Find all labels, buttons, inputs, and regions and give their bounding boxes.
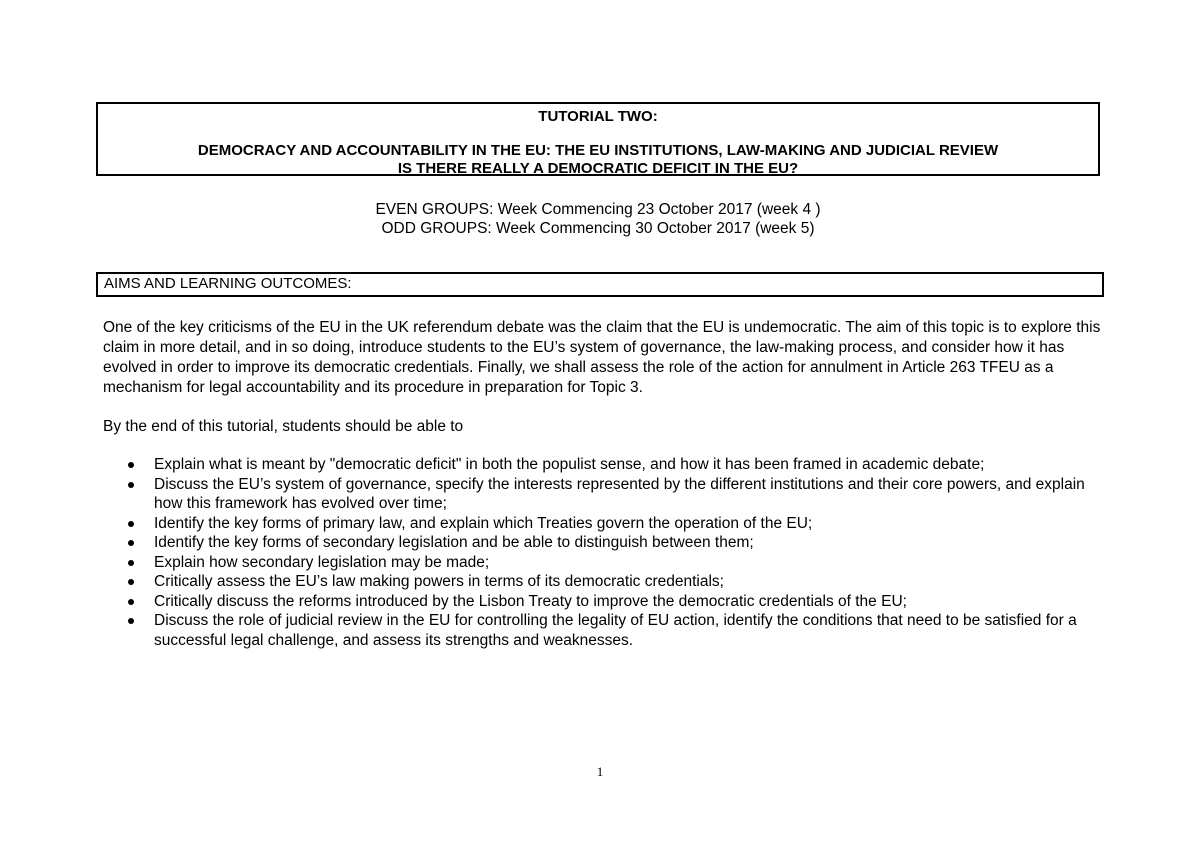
odd-groups-schedule: ODD GROUPS: Week Commencing 30 October 2017 (week 5): [381, 220, 815, 237]
tutorial-subtitle: DEMOCRACY AND ACCOUNTABILITY IN THE EU: THE EU INSTITUTIONS, LAW-MAKING AND JUDICIAL REVIEW: [197, 142, 999, 159]
list-item: [103, 572, 1103, 592]
bullet-icon: [128, 462, 134, 468]
list-item-text: Discuss the role of judicial review in the EU for controlling the legality of EU action, identify the conditions that need to be satisfied for a successful legal challenge, and assess its strengths and weaknesses.: [154, 612, 1077, 649]
list-item: [103, 533, 1103, 553]
list-item-text: Discuss the EU’s system of governance, specify the interests represented by the different institutions and their core powers, and explain how this framework has evolved over time;: [154, 475, 1085, 512]
list-item-text: Explain what is meant by "democratic deficit" in both the populist sense, and how it has been framed in academic debate;: [154, 456, 985, 473]
tutorial-question: IS THERE REALLY A DEMOCRATIC DEFICIT IN THE EU?: [397, 160, 799, 177]
list-item: [103, 553, 1103, 573]
list-item: [103, 455, 1103, 475]
list-item-text: Identify the key forms of primary law, and explain which Treaties govern the operation of the EU;: [154, 514, 813, 532]
bullet-icon: [128, 482, 134, 488]
bullet-icon: [128, 560, 134, 566]
even-groups-schedule: EVEN GROUPS: Week Commencing 23 October 2017 (week 4 ): [375, 201, 821, 218]
list-item: [103, 611, 1103, 650]
intro-paragraph: One of the key criticisms of the EU in the UK referendum debate was the claim that the EU is undemocratic. The aim of this topic is to explore this claim in more detail, and in so doing, introduce students to the EU’s system of governance, the law-making process, and consider how it has evolved in order to improve its democratic credentials. Finally, we shall assess the role of the action for annulment in Article 263 TFEU as a mechanism for legal accountability and its procedure in preparation for Topic 3.: [103, 319, 1101, 396]
bullet-icon: [128, 599, 134, 605]
list-item-text: Identify the key forms of secondary legislation and be able to distinguish between them;: [154, 534, 754, 551]
list-item: [103, 514, 1103, 534]
bullet-icon: [128, 540, 134, 546]
bullet-icon: [128, 579, 134, 585]
learning-outcomes-list: [103, 455, 1103, 650]
page-number: 1: [596, 764, 604, 779]
title-box: [96, 102, 1100, 176]
aims-heading: AIMS AND LEARNING OUTCOMES:: [96, 272, 1104, 297]
tutorial-title: TUTORIAL TWO:: [538, 108, 658, 125]
bullet-icon: [128, 521, 134, 527]
list-item-text: Explain how secondary legislation may be made;: [154, 553, 490, 571]
list-item: [103, 475, 1103, 514]
list-item-text: Critically discuss the reforms introduced by the Lisbon Treaty to improve the democratic credentials of the EU;: [154, 592, 907, 610]
bullet-icon: [128, 618, 134, 624]
outcomes-lead-in: By the end of this tutorial, students should be able to: [103, 418, 464, 435]
list-item-text: Critically assess the EU’s law making powers in terms of its democratic credentials;: [154, 573, 724, 590]
list-item: [103, 592, 1103, 612]
